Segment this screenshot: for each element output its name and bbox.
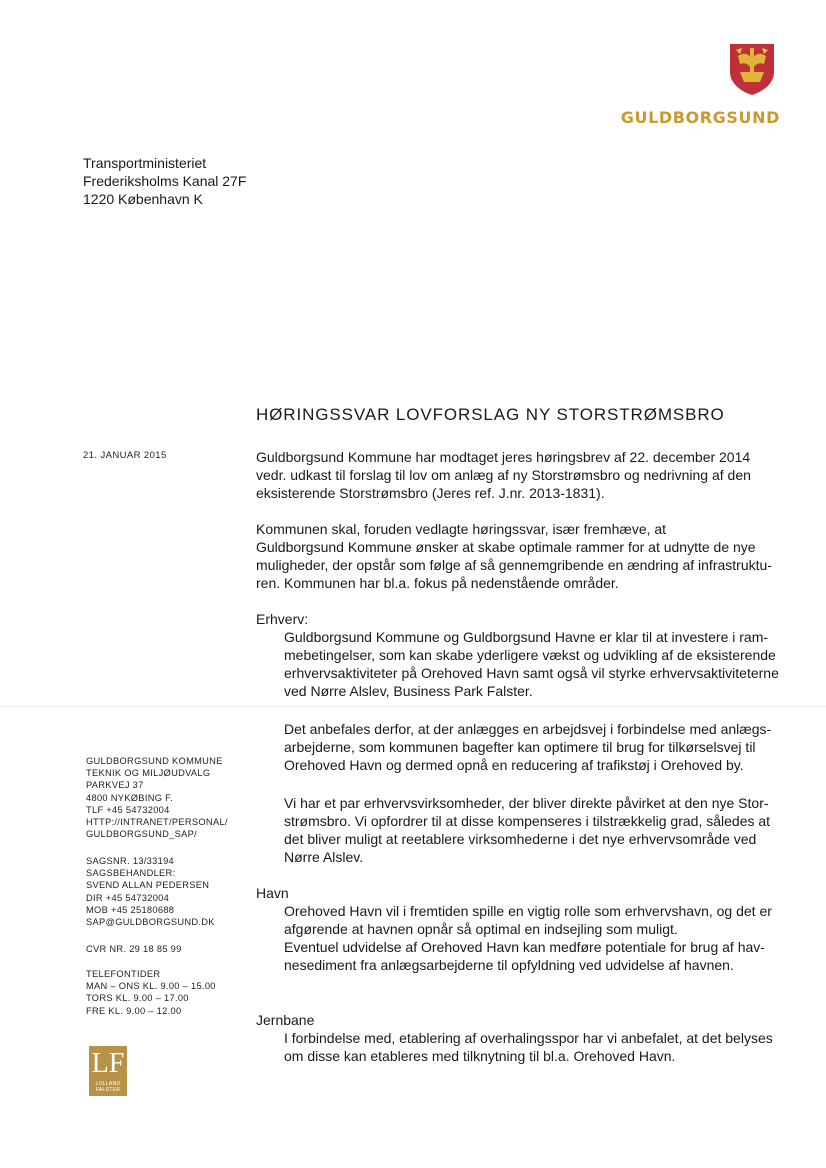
sidebar-line: TEKNIK OG MILJØUDVALG [86,768,211,779]
sidebar-line: SVEND ALLAN PEDERSEN [86,880,210,891]
sidebar-line: MOB +45 25180688 [86,904,175,915]
lf-text [89,1081,127,1093]
sidebar-line: TORS KL. 9.00 – 17.00 [86,993,189,1004]
sidebar-line: HTTP://INTRANET/PERSONAL/ [86,817,228,828]
section-heading-havn: Havn [256,885,289,901]
letter-title: HØRINGSSVAR LOVFORSLAG NY STORSTRØMSBRO [256,405,725,424]
text-line: strømsbro. Vi opfordrer til at disse kompenseres i tilstrækkelig grad, således at [284,813,771,829]
case-details [86,855,215,928]
sidebar-line: 4800 NYKØBING F. [86,792,173,803]
erhverv-paragraph-2 [284,720,776,774]
section-heading-jernbane: Jernbane [256,1012,315,1028]
erhverv-paragraph-1 [284,628,779,700]
text-line: vedr. udkast til forslag til lov om anlæg af ny Storstrømsbro og nedrivning af den [256,467,751,483]
text-line: arbejderne, som kommunen bagefter kan optimere til brug for tilkørselsvej til [284,739,756,755]
text-line: Guldborgsund Kommune og Guldborgsund Havne er klar til at investere i ram- [284,629,769,645]
sidebar-line: PARKVEJ 37 [86,780,144,791]
text-line: Vi har et par erhvervsvirksomheder, der bliver direkte påvirket at den nye Stor- [284,795,769,811]
sidebar-line: TELEFONTIDER [86,969,161,979]
text-line: nesediment fra anlægsarbejderne til opfyldning ved udvidelse af havnen. [284,957,734,973]
text-line: det bliver muligt at reetablere virksomhederne i det nye erhvervsområde ved [284,831,757,847]
sidebar-line: DIR +45 54732004 [86,892,170,903]
text-line: Det anbefales derfor, at der anlægges en arbejdsvej i forbindelse med anlægs- [284,721,772,737]
recipient-line: Frederiksholms Kanal 27F [83,173,247,189]
lolland-falster-logo [89,1046,127,1096]
section-heading-erhverv: Erhverv: [256,611,309,627]
text-line: I forbindelse med, etablering af overhalingsspor har vi anbefalet, at det belyses [284,1030,773,1046]
lf-mark: LF [91,1048,125,1079]
text-line: Eventuel udvidelse af Orehoved Havn kan medføre potentiale for brug af hav- [284,939,765,955]
sidebar-line: SAGSBEHANDLER: [86,868,176,879]
text-line: ren. Kommunen har bl.a. fokus på nedenstående områder. [256,575,619,591]
text-line: Kommunen skal, foruden vedlagte høringssvar, især fremhæve, at [256,521,667,537]
recipient-line: Transportministeriet [83,155,207,171]
jernbane-paragraph [284,1029,776,1065]
lf-line: FALSTER [95,1087,121,1093]
recipient-address [83,154,246,208]
fold-line [0,706,826,707]
text-line: Guldborgsund Kommune ønsker at skabe optimale rammer for at udnytte de nye [256,539,756,555]
text-line: erhvervsaktiviteter på Orehoved Havn samt også vil styrke erhvervsaktiviteterne [284,665,779,681]
sidebar-line: SAGSNR. 13/33194 [86,856,175,866]
text-line: muligheder, der opstår som følge af så gennemgribende en ændring af infrastruktu- [256,557,772,573]
letter-date: 21. JANUAR 2015 [83,450,167,461]
text-line: Nørre Alslev. [284,849,364,865]
sidebar-line: GULDBORGSUND KOMMUNE [86,756,223,766]
text-line: eksisterende Storstrømsbro (Jeres ref. J.nr. 2013-1831). [256,485,605,501]
focus-paragraph [256,520,776,592]
sender-address [86,755,228,840]
phone-hours [86,968,216,1017]
text-line: mebetingelser, som kan skabe yderligere vækst og udvikling af de eksisterende [284,647,776,663]
text-line: Orehoved Havn og dermed opnå en reducering af trafikstøj i Orehoved by. [284,757,744,773]
havn-paragraph [284,902,776,974]
sidebar-line: MAN – ONS KL. 9.00 – 15.00 [86,981,216,992]
text-line: afgørende at havnen opnår så optimal en indsejling som muligt. [284,921,678,937]
sidebar-line: GULDBORGSUND_SAP/ [86,829,198,840]
brand-name: GULDBORGSUND [620,108,780,127]
erhverv-paragraph-3 [284,794,776,866]
sidebar-line: SAP@GULDBORGSUND.DK [86,917,215,928]
text-line: om disse kan etableres med tilknytning til bl.a. Orehoved Havn. [284,1048,676,1064]
recipient-line: 1220 København K [83,191,203,207]
guldborgsund-crest-icon [728,42,776,96]
sidebar-line: TLF +45 54732004 [86,804,170,815]
cvr-number: CVR NR. 29 18 85 99 [86,944,182,954]
sidebar-line: FRE KL. 9.00 – 12.00 [86,1005,182,1016]
text-line: Orehoved Havn vil i fremtiden spille en vigtig rolle som erhvervshavn, og det er [284,903,772,919]
text-line: ved Nørre Alslev, Business Park Falster. [284,683,533,699]
text-line: Guldborgsund Kommune har modtaget jeres høringsbrev af 22. december 2014 [256,449,751,465]
lf-line: LOLLAND [95,1081,121,1087]
intro-paragraph [256,448,776,502]
